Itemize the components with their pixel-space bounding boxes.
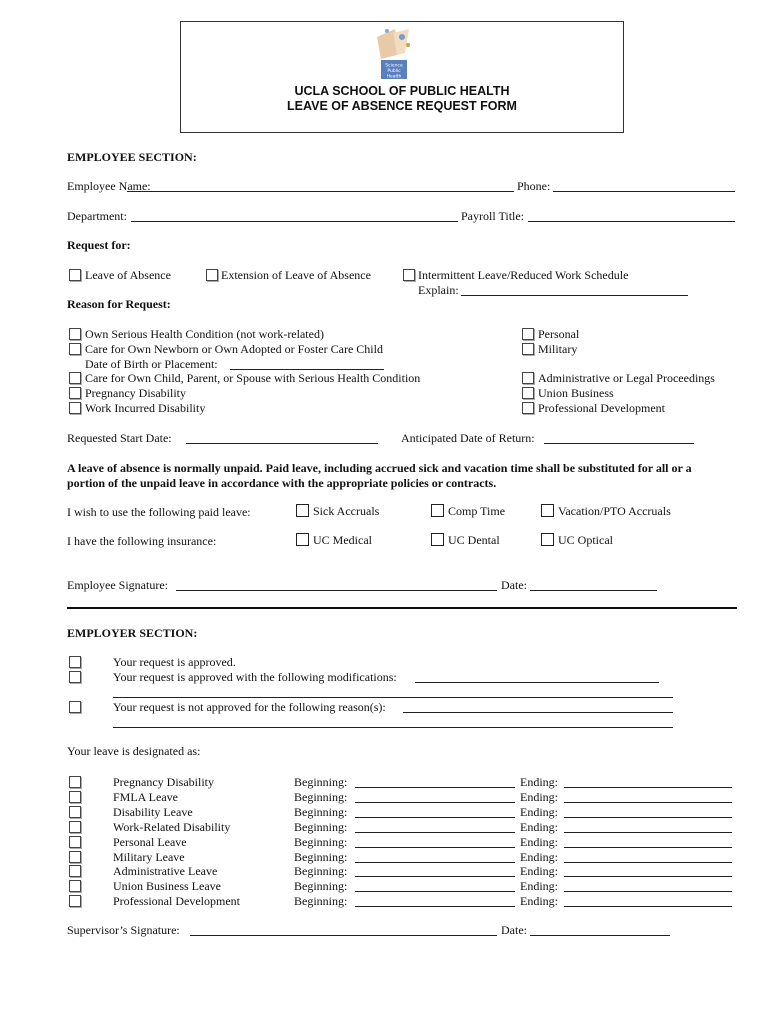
beginning-date-field[interactable] xyxy=(355,817,515,818)
employee-section-heading: EMPLOYEE SECTION: xyxy=(67,150,197,164)
employee-signature-label: Employee Signature: xyxy=(67,578,168,592)
ending-label: Ending: xyxy=(520,804,558,819)
beginning-label: Beginning: xyxy=(294,879,348,894)
ending-date-field[interactable] xyxy=(564,817,732,818)
reason-own-health-checkbox[interactable] xyxy=(69,328,81,340)
not-approved-checkbox[interactable] xyxy=(69,701,81,713)
return-date-field[interactable] xyxy=(544,443,694,444)
employee-name-label: Employee Name: xyxy=(67,179,151,193)
ucla-public-health-logo xyxy=(375,27,421,79)
phone-field[interactable] xyxy=(553,191,735,192)
ending-label: Ending: xyxy=(520,834,558,849)
logo-text-line-1: Science xyxy=(385,63,403,69)
approved-mod-label: Your request is approved with the following modifications: xyxy=(113,670,397,684)
uc-dental-label: UC Dental xyxy=(448,533,500,547)
ending-date-field[interactable] xyxy=(564,876,732,877)
leave-type-label: Work-Related Disability xyxy=(113,819,231,834)
ending-label: Ending: xyxy=(520,849,558,864)
leave-type-checkbox[interactable] xyxy=(69,806,81,818)
ending-date-field[interactable] xyxy=(564,802,732,803)
reason-personal-label: Personal xyxy=(538,327,580,341)
ending-label: Ending: xyxy=(520,819,558,834)
dob-placement-label: Date of Birth or Placement: xyxy=(85,357,218,371)
reason-military-checkbox[interactable] xyxy=(522,343,534,355)
ending-date-field[interactable] xyxy=(564,847,732,848)
beginning-label: Beginning: xyxy=(294,804,348,819)
uc-medical-checkbox[interactable] xyxy=(296,533,309,546)
intermittent-leave-checkbox[interactable] xyxy=(403,269,415,281)
reason-personal-checkbox[interactable] xyxy=(522,328,534,340)
explain-field[interactable] xyxy=(461,295,688,296)
reason-pregnancy-checkbox[interactable] xyxy=(69,387,81,399)
reason-care-family-checkbox[interactable] xyxy=(69,372,81,384)
approved-label: Your request is approved. xyxy=(113,655,236,669)
leave-type-label: FMLA Leave xyxy=(113,789,178,804)
reason-work-disability-checkbox[interactable] xyxy=(69,402,81,414)
leave-type-checkbox[interactable] xyxy=(69,851,81,863)
school-name: UCLA SCHOOL OF PUBLIC HEALTH xyxy=(294,84,510,98)
reason-union-business-checkbox[interactable] xyxy=(522,387,534,399)
return-date-label: Anticipated Date of Return: xyxy=(401,431,535,445)
leave-type-label: Pregnancy Disability xyxy=(113,775,214,789)
beginning-label: Beginning: xyxy=(294,789,348,804)
supervisor-date-label: Date: xyxy=(501,923,527,937)
beginning-label: Beginning: xyxy=(294,834,348,849)
sick-accruals-label: Sick Accruals xyxy=(313,504,380,518)
insurance-label: I have the following insurance: xyxy=(67,534,217,548)
start-date-field[interactable] xyxy=(186,443,378,444)
uc-dental-checkbox[interactable] xyxy=(431,533,444,546)
beginning-label: Beginning: xyxy=(294,864,348,879)
vacation-pto-checkbox[interactable] xyxy=(541,504,554,517)
reason-prof-dev-label: Professional Development xyxy=(538,401,665,415)
approved-mod-checkbox[interactable] xyxy=(69,671,81,683)
ending-label: Ending: xyxy=(520,879,558,894)
ending-label: Ending: xyxy=(520,864,558,879)
reason-pregnancy-label: Pregnancy Disability xyxy=(85,386,186,400)
ending-date-field[interactable] xyxy=(564,891,732,892)
beginning-date-field[interactable] xyxy=(355,787,515,788)
reason-prof-dev-checkbox[interactable] xyxy=(522,402,534,414)
unpaid-notice-line-1: A leave of absence is normally unpaid. Paid leave, including accrued sick and vacation time shall be substituted for all or a xyxy=(67,461,692,475)
leave-type-checkbox[interactable] xyxy=(69,895,81,907)
form-title: LEAVE OF ABSENCE REQUEST FORM xyxy=(287,99,517,113)
leave-type-checkbox[interactable] xyxy=(69,776,81,788)
department-label: Department: xyxy=(67,209,127,223)
leave-of-absence-checkbox[interactable] xyxy=(69,269,81,281)
beginning-date-field[interactable] xyxy=(355,891,515,892)
ending-label: Ending: xyxy=(520,775,558,789)
logo-text-line-3: Health xyxy=(386,74,402,79)
leave-type-label: Administrative Leave xyxy=(113,864,218,879)
leave-type-checkbox[interactable] xyxy=(69,836,81,848)
employee-signature-field[interactable] xyxy=(176,590,497,591)
reason-admin-legal-label: Administrative or Legal Proceedings xyxy=(538,371,715,385)
ending-date-field[interactable] xyxy=(564,832,732,833)
approved-checkbox[interactable] xyxy=(69,656,81,668)
logo-text-line-2: Public xyxy=(387,69,401,74)
leave-type-label: Professional Development xyxy=(113,894,240,909)
ending-label: Ending: xyxy=(520,789,558,804)
uc-optical-label: UC Optical xyxy=(558,533,613,547)
leave-type-checkbox[interactable] xyxy=(69,880,81,892)
sick-accruals-checkbox[interactable] xyxy=(296,504,309,517)
ending-label: Ending: xyxy=(520,894,558,909)
beginning-label: Beginning: xyxy=(294,849,348,864)
leave-of-absence-label: Leave of Absence xyxy=(85,268,171,282)
department-field[interactable] xyxy=(131,221,458,222)
leave-type-label: Disability Leave xyxy=(113,804,193,819)
beginning-label: Beginning: xyxy=(294,819,348,834)
reason-care-family-label: Care for Own Child, Parent, or Spouse with Serious Health Condition xyxy=(85,371,421,385)
form-header xyxy=(180,21,624,133)
reason-admin-legal-checkbox[interactable] xyxy=(522,372,534,384)
ending-date-field[interactable] xyxy=(564,906,732,907)
designated-label: Your leave is designated as: xyxy=(67,744,201,758)
phone-label: Phone: xyxy=(517,179,551,193)
paid-leave-label: I wish to use the following paid leave: xyxy=(67,505,251,519)
employee-date-label: Date: xyxy=(501,578,527,592)
beginning-date-field[interactable] xyxy=(355,832,515,833)
extension-checkbox[interactable] xyxy=(206,269,218,281)
beginning-date-field[interactable] xyxy=(355,862,515,863)
dob-placement-field[interactable] xyxy=(230,369,384,370)
ending-date-field[interactable] xyxy=(564,787,732,788)
beginning-date-field[interactable] xyxy=(355,876,515,877)
reason-newborn-checkbox[interactable] xyxy=(69,343,81,355)
modifications-field-1[interactable] xyxy=(415,682,659,683)
section-divider xyxy=(67,607,737,609)
payroll-title-label: Payroll Title: xyxy=(461,209,525,223)
modifications-field-2[interactable] xyxy=(113,697,673,698)
extension-label: Extension of Leave of Absence xyxy=(221,268,371,282)
leave-type-label: Union Business Leave xyxy=(113,879,221,894)
supervisor-date-field[interactable] xyxy=(530,935,670,936)
start-date-label: Requested Start Date: xyxy=(67,431,172,445)
beginning-date-field[interactable] xyxy=(355,906,515,907)
vacation-pto-label: Vacation/PTO Accruals xyxy=(558,504,671,518)
beginning-date-field[interactable] xyxy=(355,802,515,803)
comp-time-checkbox[interactable] xyxy=(431,504,444,517)
ending-date-field[interactable] xyxy=(564,862,732,863)
reasons-field-2[interactable] xyxy=(113,727,673,728)
uc-optical-checkbox[interactable] xyxy=(541,533,554,546)
request-for-label: Request for: xyxy=(67,238,131,252)
beginning-date-field[interactable] xyxy=(355,847,515,848)
leave-type-label: Personal Leave xyxy=(113,834,187,849)
employer-section-heading: EMPLOYER SECTION: xyxy=(67,626,198,640)
employee-date-field[interactable] xyxy=(530,590,657,591)
supervisor-signature-field[interactable] xyxy=(190,935,497,936)
leave-type-checkbox[interactable] xyxy=(69,865,81,877)
reasons-field-1[interactable] xyxy=(403,712,673,713)
explain-label: Explain: xyxy=(418,283,459,297)
not-approved-label: Your request is not approved for the following reason(s): xyxy=(113,700,386,714)
leave-type-label: Military Leave xyxy=(113,849,185,864)
supervisor-signature-label: Supervisor’s Signature: xyxy=(67,923,180,937)
reason-union-business-label: Union Business xyxy=(538,386,614,400)
reason-for-request-label: Reason for Request: xyxy=(67,297,171,311)
employee-name-field[interactable] xyxy=(127,191,514,192)
uc-medical-label: UC Medical xyxy=(313,533,372,547)
comp-time-label: Comp Time xyxy=(448,504,506,518)
intermittent-leave-label: Intermittent Leave/Reduced Work Schedule xyxy=(418,268,629,282)
reason-work-disability-label: Work Incurred Disability xyxy=(85,401,206,415)
leave-type-checkbox[interactable] xyxy=(69,821,81,833)
payroll-title-field[interactable] xyxy=(528,221,735,222)
reason-military-label: Military xyxy=(538,342,578,356)
reason-newborn-label: Care for Own Newborn or Own Adopted or Foster Care Child xyxy=(85,342,383,356)
beginning-label: Beginning: xyxy=(294,894,348,909)
reason-own-health-label: Own Serious Health Condition (not work-related) xyxy=(85,327,324,341)
unpaid-notice-line-2: portion of the unpaid leave in accordance with the appropriate policies or contracts. xyxy=(67,476,497,490)
beginning-label: Beginning: xyxy=(294,775,348,789)
leave-type-checkbox[interactable] xyxy=(69,791,81,803)
